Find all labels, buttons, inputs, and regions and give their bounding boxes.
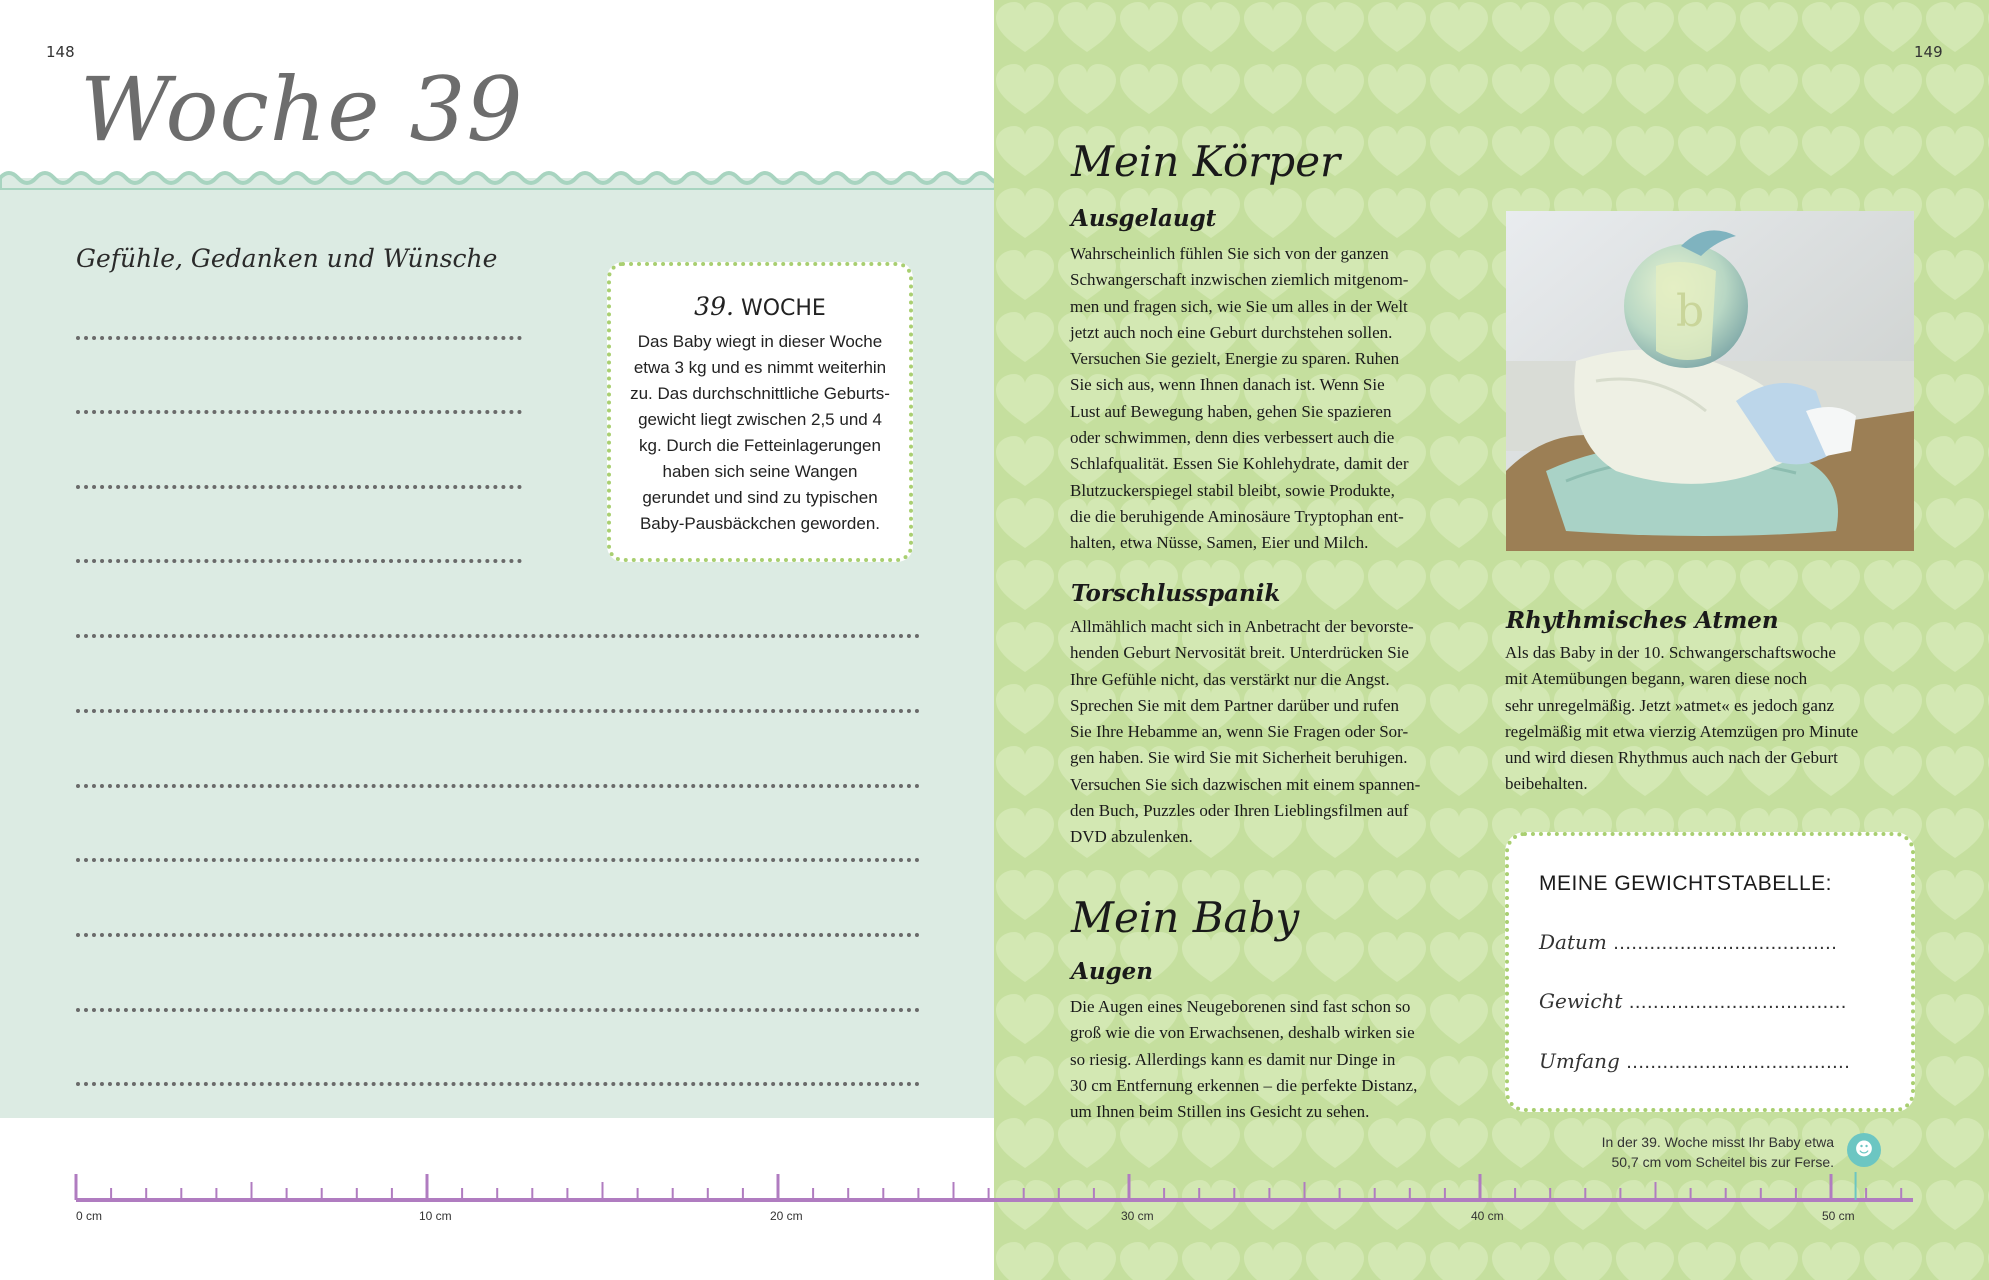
page-number-left: 148 xyxy=(46,43,75,61)
note-line[interactable] xyxy=(76,933,920,937)
section-title-body: Mein Körper xyxy=(1071,137,1341,186)
weight-table-box xyxy=(1505,832,1915,1112)
weight-row-dots: ..................................... xyxy=(1613,932,1838,954)
weight-row-dots: .................................... xyxy=(1628,991,1847,1013)
note-line[interactable] xyxy=(76,1082,920,1086)
note-line[interactable] xyxy=(76,784,920,788)
weight-row-datum[interactable] xyxy=(1539,930,1837,955)
text-rhythmisches-atmen: Als das Baby in der 10. Schwangerschaftswoche mit Atemübungen begann, waren diese noch sehr unregelmäßig. Jetzt »atmet« es jedoch ganz regelmäßig mit etwa vierzig Atemzügen pro Minute und wird diesen Rhythmus auch nach der Geburt beibehalten. xyxy=(1505,643,1859,794)
subheading-augen: Augen xyxy=(1071,958,1154,985)
weight-table-title: MEINE GEWICHTSTABELLE: xyxy=(1539,872,1832,895)
note-line[interactable] xyxy=(76,858,920,862)
baby-toys-photo xyxy=(1506,211,1914,551)
left-page xyxy=(0,0,994,1280)
note-line[interactable] xyxy=(76,559,522,563)
page-title: Woche 39 xyxy=(80,58,524,161)
baby-icon: ☻ xyxy=(1847,1133,1881,1167)
svg-text:b: b xyxy=(1676,286,1705,337)
info-box-text: Das Baby wiegt in dieser Woche etwa 3 kg und es nimmt weiterhin zu. Das durchschnittliche Geburtsgewicht liegt zwischen 2,5 und 4 kg. Durch die Fetteinlagerungen haben sich seine Wangen gerundet und sind zu typischen Baby-Pausbäckchen geworden. xyxy=(630,332,890,533)
info-box-heading xyxy=(611,292,909,321)
note-line[interactable] xyxy=(76,709,920,713)
subheading-ausgelaugt: Ausgelaugt xyxy=(1071,205,1217,232)
note-line[interactable] xyxy=(76,485,522,489)
section-title-baby: Mein Baby xyxy=(1071,893,1300,942)
subheading-torschlusspanik: Torschlusspanik xyxy=(1071,580,1281,607)
ruler-ticks xyxy=(76,1174,1901,1200)
info-week-number: 39. xyxy=(694,292,734,321)
note-line[interactable] xyxy=(76,1008,920,1012)
text-augen: Die Augen eines Neugeborenen sind fast schon so groß wie die von Erwachsenen, deshalb wirken sie so riesig. Allerdings kann es damit nur Dinge in 30 cm Entfernung erkennen – die perfekte Distanz, um Ihnen beim Stillen ins Gesicht zu sehen. xyxy=(1070,997,1418,1122)
baby-length-caption-line2: 50,7 cm vom Scheitel bis zur Ferse. xyxy=(1611,1154,1834,1170)
wave-border xyxy=(0,166,994,190)
notes-heading: Gefühle, Gedanken und Wünsche xyxy=(76,244,498,273)
weight-row-label: Datum xyxy=(1539,930,1607,954)
weight-row-label: Gewicht xyxy=(1539,989,1623,1013)
ruler-label: 0 cm xyxy=(76,1209,103,1223)
ruler-label: 10 cm xyxy=(419,1209,452,1223)
weight-row-gewicht[interactable] xyxy=(1539,989,1847,1014)
baby-length-caption-line1: In der 39. Woche misst Ihr Baby etwa xyxy=(1601,1134,1834,1150)
note-line[interactable] xyxy=(76,410,522,414)
baby-toys-illustration xyxy=(1506,211,1914,551)
ruler-label: 30 cm xyxy=(1121,1209,1154,1223)
ruler-label: 20 cm xyxy=(770,1209,803,1223)
text-ausgelaugt: Wahrscheinlich fühlen Sie sich von der ganzen Schwangerschaft inzwischen ziemlich mitgenom- men und fragen sich, wie Sie um alles in der Welt jetzt auch noch eine Geburt durchstehen sollen. Versuchen Sie gezielt, Energie zu sparen. Ruhen Sie sich aus, wenn Ihnen danach ist. Wenn Sie Lust auf Bewegung haben, gehen Sie spazieren oder schwimmen, denn dies verbessert auch die Schlafqualität. Essen Sie Kohlehydrate, damit der Blutzuckerspiegel stabil bleibt, sowie Produkte, die die beruhigende Aminosäure Tryptophan ent- halten, etwa Nüsse, Samen, Eier und Milch. xyxy=(1070,244,1409,553)
subheading-rhythmisches-atmen: Rhythmisches Atmen xyxy=(1506,607,1779,634)
ruler xyxy=(0,1160,1989,1208)
week-info-box xyxy=(607,262,913,562)
weight-row-label: Umfang xyxy=(1539,1049,1620,1073)
page-number-right: 149 xyxy=(1914,43,1943,61)
weight-row-umfang[interactable] xyxy=(1539,1049,1850,1074)
weight-row-dots: ..................................... xyxy=(1626,1051,1851,1073)
note-line[interactable] xyxy=(76,336,522,340)
info-week-label: WOCHE xyxy=(740,296,826,321)
note-line[interactable] xyxy=(76,634,920,638)
ruler-label: 40 cm xyxy=(1471,1209,1504,1223)
ruler-label: 50 cm xyxy=(1822,1209,1855,1223)
text-torschlusspanik: Allmählich macht sich in Anbetracht der bevorste- henden Geburt Nervosität breit. Unterdrücken Sie Ihre Gefühle nicht, das verstärkt nur die Angst. Sprechen Sie mit dem Partner darüber und rufen Sie Ihre Hebamme an, wenn Sie Fragen oder Sor- gen haben. Sie wird Sie mit Sicherheit beruhigen. Versuchen Sie sich dazwischen mit einem spannen- den Buch, Puzzles oder Ihren Lieblingsfilmen auf DVD abzulenken. xyxy=(1070,617,1421,847)
